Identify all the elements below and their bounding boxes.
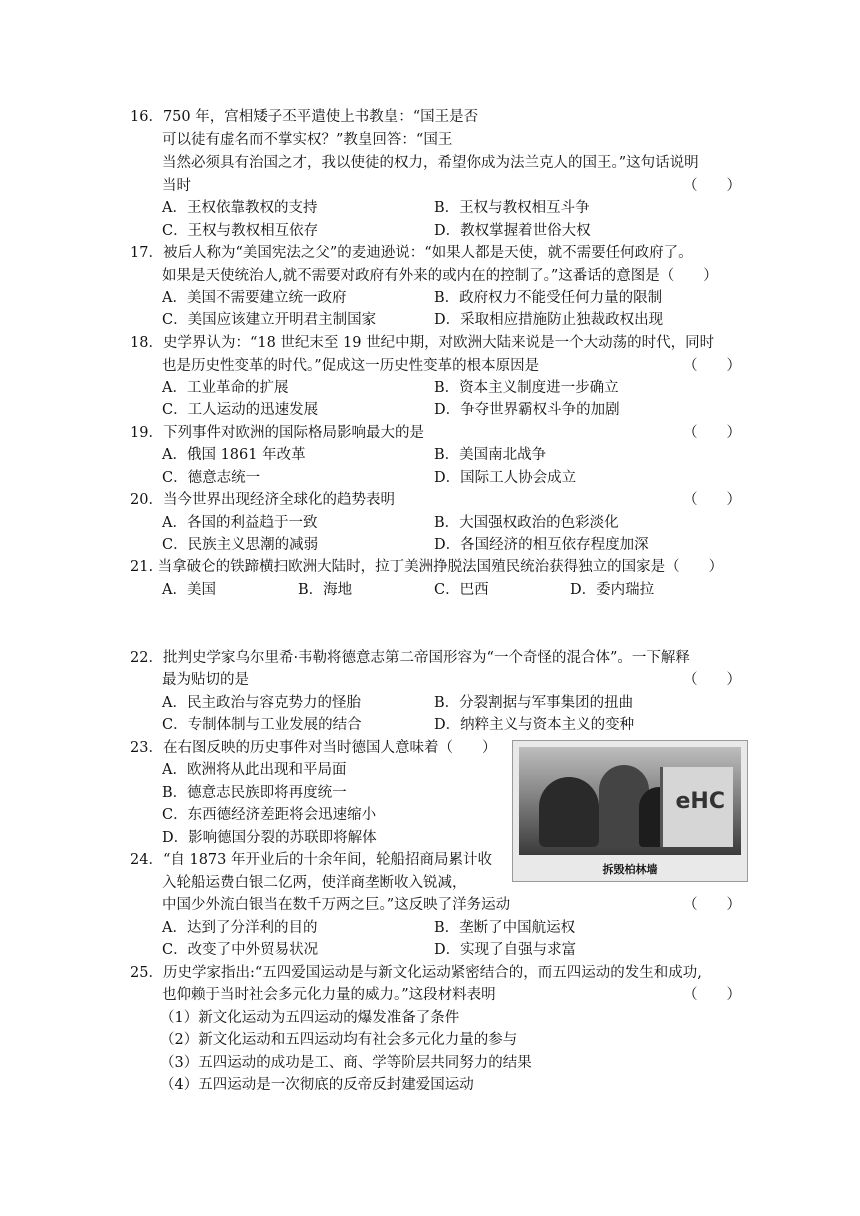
q16-line-1: 16．750 年，宫相矮子丕平遣使上书教皇：“国王是否: [130, 109, 479, 125]
q21-option-d: D．委内瑞拉: [570, 582, 655, 598]
q25-statement-2: （2）新文化运动和五四运动均有社会多元化力量的参与: [160, 1032, 518, 1048]
q23-option-c: C．东西德经济差距将会迅速缩小: [162, 807, 377, 823]
q16-option-a: A．王权依靠教权的支持: [162, 200, 318, 216]
q16-answer-bracket: （ ）: [683, 178, 741, 194]
q22-line-2: 最为贴切的是: [162, 672, 249, 688]
q19-option-b: B．美国南北战争: [434, 447, 547, 463]
q25-statement-3: （3）五四运动的成功是工、商、学等阶层共同努力的结果: [160, 1055, 532, 1071]
q21-option-b: B．海地: [298, 582, 353, 598]
q17-option-a: A．美国不需要建立统一政府: [162, 290, 347, 306]
q24-line-3: 中国少外流白银当在数千万两之巨。”这反映了洋务运动: [162, 897, 511, 913]
wall-graffiti: eHC: [675, 789, 725, 814]
q19-option-d: D．国际工人协会成立: [434, 470, 577, 486]
q23-option-b: B．德意志民族即将再度统一: [162, 785, 347, 801]
q16-line-2: 可以徒有虚名而不掌实权？”教皇回答：“国王: [162, 132, 453, 148]
q18-option-c: C．工人运动的迅速发展: [162, 402, 319, 418]
q18-option-b: B．资本主义制度进一步确立: [434, 380, 619, 396]
q22-answer-bracket: （ ）: [683, 672, 741, 688]
q20-answer-bracket: （ ）: [683, 492, 741, 508]
q17-line-1: 17．被后人称为“美国宪法之父”的麦迪逊说：“如果人都是天使，就不需要任何政府了。: [130, 245, 693, 261]
q19-option-c: C．德意志统一: [162, 470, 261, 486]
q23-option-d: D．影响德国分裂的苏联即将解体: [162, 830, 377, 846]
q20-option-d: D．各国经济的相互依存程度加深: [434, 537, 649, 553]
q24-option-a: A．达到了分洋利的目的: [162, 920, 318, 936]
q20-option-b: B．大国强权政治的色彩淡化: [434, 515, 619, 531]
q17-option-b: B．政府权力不能受任何力量的限制: [434, 290, 663, 306]
q24-option-b: B．垄断了中国航运权: [434, 920, 576, 936]
q22-option-a: A．民主政治与容克势力的怪胎: [162, 695, 361, 711]
q25-statement-1: （1）新文化运动为五四运动的爆发准备了条件: [160, 1010, 460, 1026]
q24-line-1: 24．“自 1873 年开业后的十余年间，轮船招商局累计收: [130, 852, 492, 868]
q25-answer-bracket: （ ）: [683, 987, 741, 1003]
q19-option-a: A．俄国 1861 年改革: [162, 447, 306, 463]
q16-line-3: 当然必须具有治国之才，我以使徒的权力，希望你成为法兰克人的国王。”这句话说明: [162, 155, 699, 171]
berlin-wall-photo: [512, 740, 748, 882]
q21-option-c: C．巴西: [434, 582, 489, 598]
q18-answer-bracket: （ ）: [683, 358, 741, 374]
q17-option-d: D．采取相应措施防止独裁政权出现: [434, 312, 664, 328]
q19-answer-bracket: （ ）: [683, 425, 741, 441]
q20-line-1: 20．当今世界出现经济全球化的趋势表明: [130, 492, 395, 508]
q21-option-a: A．美国: [162, 582, 216, 598]
q16-option-d: D．教权掌握着世俗大权: [434, 223, 591, 239]
q22-option-d: D．纳粹主义与资本主义的变种: [434, 717, 635, 733]
q22-line-1: 22．批判史学家乌尔里希·韦勒将德意志第二帝国形容为“一个奇怪的混合体”。一下解释: [130, 650, 690, 666]
photo-scene: [519, 747, 741, 855]
q21-line-1: 21. 当拿破仑的铁蹄横扫欧洲大陆时，拉丁美洲挣脱法国殖民统治获得独立的国家是（ ）: [130, 559, 724, 575]
q20-option-a: A．各国的利益趋于一致: [162, 515, 318, 531]
photo-caption: 拆毁柏林墙: [602, 863, 658, 876]
crowd-figure: [539, 777, 599, 847]
q24-option-d: D．实现了自强与求富: [434, 942, 577, 958]
q23-option-a: A．欧洲将从此出现和平局面: [162, 762, 347, 778]
q18-line-2: 也是历史性变革的时代。”促成这一历史性变革的根本原因是: [162, 358, 540, 374]
q24-line-2: 入轮船运费白银二亿两，使洋商垄断收入锐减，: [162, 875, 467, 891]
q19-line-1: 19．下列事件对欧洲的国际格局影响最大的是: [130, 425, 424, 441]
q18-option-d: D．争夺世界霸权斗争的加剧: [434, 402, 620, 418]
q16-option-b: B．王权与教权相互斗争: [434, 200, 590, 216]
q17-line-2: 如果是天使统治人,就不需要对政府有外来的或内在的控制了。”这番话的意图是（ ）: [162, 268, 718, 284]
q24-answer-bracket: （ ）: [683, 897, 741, 913]
q16-option-c: C．王权与教权相互依存: [162, 223, 319, 239]
q25-line-2: 也仰赖于当时社会多元化力量的威力。”这段材料表明: [162, 987, 496, 1003]
q18-line-1: 18．史学界认为：“18 世纪末至 19 世纪中期，对欧洲大陆来说是一个大动荡的时代，同时: [130, 335, 715, 351]
q23-line-1: 23．在右图反映的历史事件对当时德国人意味着（ ）: [130, 740, 497, 756]
q20-option-c: C．民族主义思潮的减弱: [162, 537, 319, 553]
q17-option-c: C．美国应该建立开明君主制国家: [162, 312, 377, 328]
q22-option-c: C．专制体制与工业发展的结合: [162, 717, 362, 733]
q24-option-c: C．改变了中外贸易状况: [162, 942, 319, 958]
q18-option-a: A．工业革命的扩展: [162, 380, 289, 396]
q25-statement-4: （4）五四运动是一次彻底的反帝反封建爱国运动: [160, 1077, 474, 1093]
q16-line-4: 当时: [162, 178, 191, 194]
q25-line-1: 25．历史学家指出:“五四爱国运动是与新文化运动紧密结合的，而五四运动的发生和成功,: [130, 965, 702, 981]
q22-option-b: B．分裂割据与军事集团的扭曲: [434, 695, 634, 711]
